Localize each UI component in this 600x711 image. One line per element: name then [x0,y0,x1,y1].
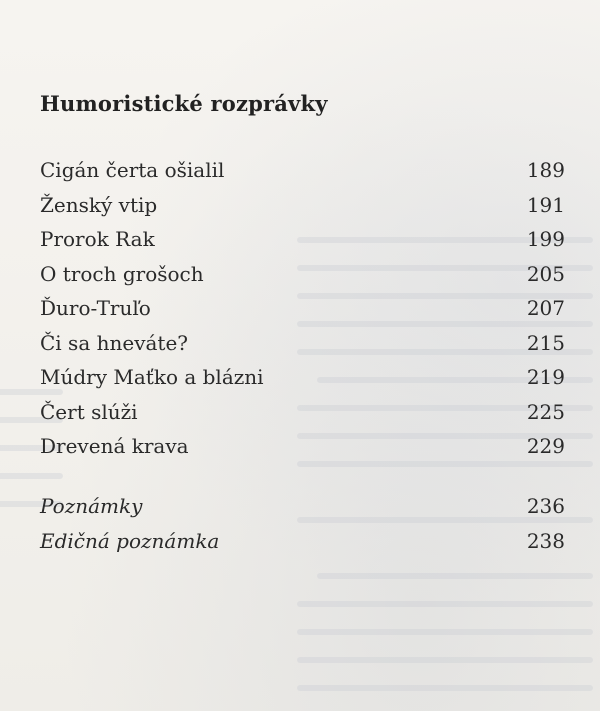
toc-entry-title: Čert slúži [40,399,138,424]
toc-entry-page: 189 [526,158,565,182]
toc-entry-page: 191 [526,192,565,217]
toc-entry-page: 225 [526,399,565,424]
toc-entry-title: Prorok Rak [40,227,155,251]
toc-entry-page: 207 [526,296,565,320]
toc-entry-page: 219 [526,365,565,389]
toc-entry-title: Cigán čerta ošialil [40,158,225,182]
toc-entry[interactable] [40,153,565,188]
toc-entry[interactable] [40,524,565,559]
toc-entry-title: Múdry Maťko a blázni [40,365,264,389]
toc-entry[interactable] [40,188,565,223]
toc-entry-title: O troch grošoch [40,261,204,286]
toc-entry-page: 205 [526,261,565,286]
toc-entry[interactable] [40,429,565,464]
toc-entry-page: 229 [526,434,565,458]
toc-entry-page: 215 [526,330,565,355]
toc-entry-title: Ženský vtip [40,192,158,217]
toc-entry-page: 238 [526,528,565,553]
toc-entry[interactable] [40,257,565,292]
toc-entry-title: Edičná poznámka [40,528,220,553]
toc-entry-title: Ďuro-Truľo [40,296,151,320]
toc-entry[interactable] [40,291,565,326]
toc-entry[interactable] [40,489,565,524]
toc-entry[interactable] [40,395,565,430]
toc-entry-page: 199 [526,227,565,251]
toc-entry-page: 236 [526,494,565,518]
toc-notes-list [40,489,565,558]
toc-entry[interactable] [40,326,565,361]
toc-entry-title: Poznámky [40,494,143,518]
toc-list [40,153,565,464]
toc-entry-title: Či sa hneváte? [40,330,189,355]
section-title: Humoristické rozprávky [40,91,328,116]
toc-entry[interactable] [40,360,565,395]
toc-entry[interactable] [40,222,565,257]
toc-entry-title: Drevená krava [40,434,189,458]
